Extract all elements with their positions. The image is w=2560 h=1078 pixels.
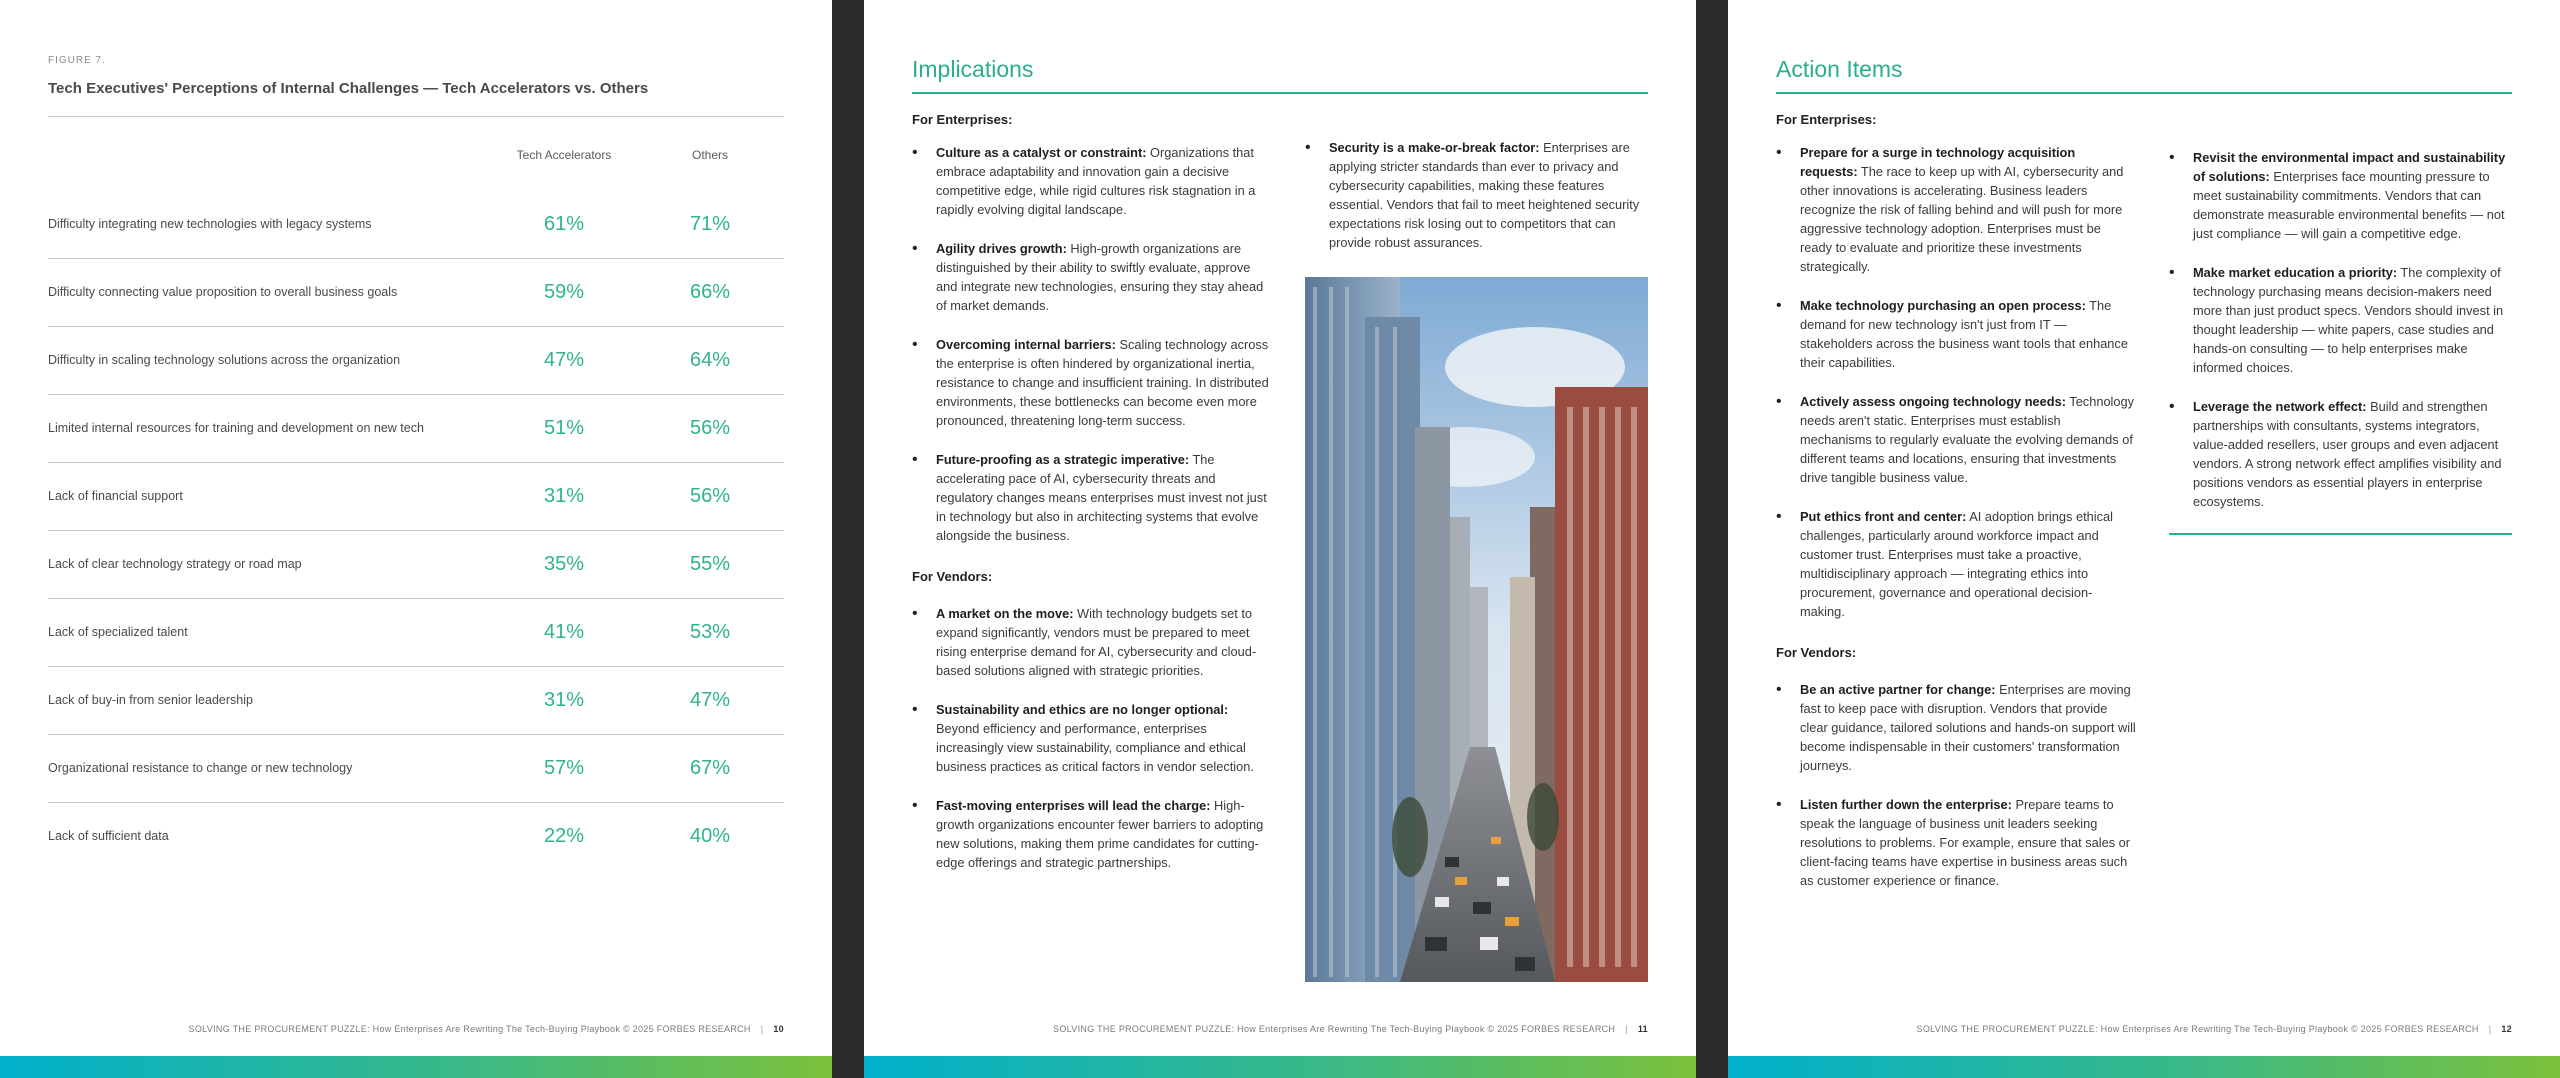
table-row: [48, 734, 784, 803]
bullet-text: AI adoption brings ethical challenges, particularly around workforce impact and customer trust. Enterprises must take a proactive, multidisciplinary approach — integrating ethics into procurement, governance and operational decision-making.: [1800, 509, 2113, 619]
row-label: Difficulty integrating new technologies with legacy systems: [48, 217, 372, 231]
section-title: Implications: [912, 56, 1034, 82]
page-number: 12: [2501, 1024, 2512, 1034]
page-12: [1728, 0, 2560, 1078]
bullet-item: [1776, 392, 2136, 487]
row-label: Difficulty connecting value proposition to overall business goals: [48, 285, 398, 299]
page-number: 10: [773, 1024, 784, 1034]
row-label: Difficulty in scaling technology solutions across the organization: [48, 353, 401, 367]
value-others: 71%: [689, 212, 731, 235]
bullet-item: [912, 700, 1272, 776]
table-row: [48, 530, 784, 599]
row-label: Lack of sufficient data: [48, 829, 169, 843]
city-street-photo: [1305, 277, 1648, 982]
bullet-lead: Actively assess ongoing technology needs:: [1800, 394, 2066, 409]
bullet-text: Enterprises are applying stricter standards than ever to privacy and cybersecurity capabilities, making these features essential. Vendors that fail to meet heightened security expectations risk losing out to competitors that can provide robust assurances.: [1329, 140, 1640, 250]
value-tech-accelerators: 35%: [543, 552, 585, 575]
row-label: Lack of clear technology strategy or road map: [48, 557, 302, 571]
subheading-vendors: For Vendors:: [912, 569, 993, 584]
subheading-enterprises: For Enterprises:: [912, 112, 1013, 127]
bullet-item: [912, 335, 1272, 430]
bullet-lead: Future-proofing as a strategic imperative:: [936, 452, 1190, 467]
bullet-lead: Fast-moving enterprises will lead the charge:: [936, 798, 1211, 813]
bullet-lead: Overcoming internal barriers:: [936, 337, 1116, 352]
gradient-bar: [0, 1056, 832, 1078]
bullet-text: Enterprises are moving fast to keep pace with disruption. Vendors that provide clear guidance, tailored solutions and hands-on support will become indispensable in their customers' transformation journeys.: [1800, 682, 2136, 773]
bullet-item: [1776, 680, 2136, 775]
bullet-text: The complexity of technology purchasing means decision-makers need more than just product specs. Vendors should invest in thought leadership — white papers, case studies and hands-on consulting — to help enterprises make informed choices.: [2193, 265, 2504, 375]
bullet-text: The accelerating pace of AI, cybersecurity threats and regulatory changes means enterprises must invest not just in technology but also in architecting systems that evolve alongside the business.: [936, 452, 1267, 543]
bullet-text: Prepare teams to speak the language of business unit leaders seeking resolutions to problems. For example, ensure that sales or client-facing teams have expertise in business areas such as customer experience or finance.: [1800, 797, 2131, 888]
bullet-item: [1776, 296, 2136, 372]
bullet-item: [2169, 397, 2512, 511]
value-tech-accelerators: 51%: [543, 416, 585, 439]
value-others: 67%: [689, 756, 731, 779]
value-tech-accelerators: 22%: [543, 824, 585, 847]
bullet-item: [912, 143, 1272, 219]
bullet-list-security: [1305, 138, 1648, 252]
bullet-lead: Make market education a priority:: [2193, 265, 2398, 280]
bullet-list-vendors: [912, 604, 1272, 872]
value-tech-accelerators: 31%: [543, 688, 585, 711]
page-10: [0, 0, 832, 1078]
footer: SOLVING THE PROCUREMENT PUZZLE: How Enterprises Are Rewriting The Tech-Buying Playbook © 2025 FORBES RESEARCH | 12: [1916, 1024, 2512, 1034]
table-row: [48, 394, 784, 463]
bullet-item: [912, 450, 1272, 545]
divider: [48, 116, 784, 117]
bullet-item: [1776, 507, 2136, 621]
bullet-list-vendors: [1776, 680, 2136, 890]
bullet-list-enterprises: [912, 143, 1272, 545]
table-row: [48, 462, 784, 531]
title-rule: [912, 92, 1648, 94]
subheading-vendors: For Vendors:: [1776, 645, 1857, 660]
table-row: [48, 326, 784, 395]
table-row: [48, 802, 784, 870]
row-label: Lack of buy-in from senior leadership: [48, 693, 253, 707]
value-tech-accelerators: 41%: [543, 620, 585, 643]
bullet-item: [912, 796, 1272, 872]
row-label: Organizational resistance to change or new technology: [48, 761, 353, 775]
bullet-item: [2169, 263, 2512, 377]
bullet-text: With technology budgets set to expand significantly, vendors must be prepared to meet rising enterprise demand for AI, cybersecurity and cloud-based solutions aligned with strategic priorities.: [936, 606, 1257, 678]
value-others: 56%: [689, 416, 731, 439]
bullet-lead: Security is a make-or-break factor:: [1329, 140, 1540, 155]
value-others: 55%: [689, 552, 731, 575]
section-title: Action Items: [1776, 56, 1903, 82]
bullet-item: [1305, 138, 1648, 252]
value-tech-accelerators: 57%: [543, 756, 585, 779]
page-11: [864, 0, 1696, 1078]
column-header-accelerators: Tech Accelerators: [516, 148, 612, 162]
footer: SOLVING THE PROCUREMENT PUZZLE: How Enterprises Are Rewriting The Tech-Buying Playbook © 2025 FORBES RESEARCH | 11: [1053, 1024, 1648, 1034]
gradient-bar: [1728, 1056, 2560, 1078]
bullet-text: Organizations that embrace adaptability and innovation gain a decisive competitive edge, while rigid cultures risk stagnation in a rapidly evolving digital landscape.: [936, 145, 1256, 217]
gradient-bar: [864, 1056, 1696, 1078]
figure-label: FIGURE 7.: [48, 55, 106, 66]
bullet-lead: Revisit the environmental impact and sustainability of solutions:: [2193, 150, 2506, 184]
bullet-lead: Be an active partner for change:: [1800, 682, 1996, 697]
bullet-text: Scaling technology across the enterprise is often hindered by organizational inertia, resistance to change and insufficient training. In distributed environments, these bottlenecks can become even more pronounced, threatening long-term success.: [936, 337, 1269, 428]
bullet-text: Build and strengthen partnerships with consultants, systems integrators, value-added resellers, user groups and even adjacent vendors. A strong network effect amplifies visibility and positions vendors as essential players in enterprise ecosystems.: [2193, 399, 2502, 509]
bullet-text: The race to keep up with AI, cybersecurity and other innovations is accelerating. Business leaders recognize the risk of falling behind and will push for more aggressive technology adoption. Enterprises must be ready to evaluate and prioritize these investments strategically.: [1800, 164, 2124, 274]
value-others: 53%: [689, 620, 731, 643]
bullet-lead: A market on the move:: [936, 606, 1074, 621]
page-number: 11: [1637, 1024, 1648, 1034]
value-others: 66%: [689, 280, 731, 303]
title-rule: [1776, 92, 2512, 94]
value-others: 40%: [689, 824, 731, 847]
table-row: [48, 190, 784, 259]
value-others: 64%: [689, 348, 731, 371]
bullet-item: [912, 604, 1272, 680]
bullet-lead: Agility drives growth:: [936, 241, 1067, 256]
bullet-text: High-growth organizations encounter fewer barriers to adopting new solutions, making them prime candidates for cutting-edge offerings and strategic partnerships.: [936, 798, 1264, 870]
table-row: [48, 666, 784, 735]
figure-title: Tech Executives' Perceptions of Internal Challenges — Tech Accelerators vs. Others: [48, 80, 649, 97]
value-tech-accelerators: 61%: [543, 212, 585, 235]
table-row: [48, 258, 784, 327]
row-label: Limited internal resources for training and development on new tech: [48, 421, 424, 435]
end-rule: [2169, 533, 2512, 535]
bullet-text: High-growth organizations are distinguished by their ability to swiftly evaluate, approve and integrate new technologies, ensuring they stay ahead of market demands.: [936, 241, 1264, 313]
value-tech-accelerators: 47%: [543, 348, 585, 371]
bullet-item: [1776, 143, 2136, 276]
bullet-item: [912, 239, 1272, 315]
bullet-lead: Leverage the network effect:: [2193, 399, 2367, 414]
table-row: [48, 598, 784, 667]
bullet-item: [2169, 148, 2512, 243]
row-label: Lack of specialized talent: [48, 625, 188, 639]
bullet-text: Enterprises face mounting pressure to meet sustainability commitments. Vendors that can demonstrate measurable environmental benefits — not just compliance — will gain a competitive edge.: [2193, 169, 2505, 241]
bullet-lead: Make technology purchasing an open process:: [1800, 298, 2086, 313]
bullet-lead: Listen further down the enterprise:: [1800, 797, 2012, 812]
bullet-lead: Sustainability and ethics are no longer optional:: [936, 702, 1229, 717]
actions-left-column: [1776, 110, 2136, 912]
bullet-text: Beyond efficiency and performance, enterprises increasingly view sustainability, compliance and ethical business practices as critical factors in vendor selection.: [936, 721, 1254, 774]
implications-left-column: [912, 110, 1272, 894]
value-tech-accelerators: 59%: [543, 280, 585, 303]
value-others: 47%: [689, 688, 731, 711]
value-tech-accelerators: 31%: [543, 484, 585, 507]
column-header-others: Others: [691, 148, 728, 162]
bullet-list-enterprises: [1776, 143, 2136, 621]
row-label: Lack of financial support: [48, 489, 183, 503]
footer: SOLVING THE PROCUREMENT PUZZLE: How Enterprises Are Rewriting The Tech-Buying Playbook © 2025 FORBES RESEARCH | 10: [188, 1024, 784, 1034]
bullet-lead: Prepare for a surge in technology acquisition requests:: [1800, 145, 2076, 179]
bullet-item: [1776, 795, 2136, 890]
bullet-text: The demand for new technology isn't just from IT — stakeholders across the business want tools that enhance their capabilities.: [1800, 298, 2128, 370]
bullet-text: Technology needs aren't static. Enterprises must establish mechanisms to regularly evaluate the evolving demands of different teams and locations, ensuring that investments drive tangible business value.: [1800, 394, 2135, 485]
bullet-lead: Culture as a catalyst or constraint:: [936, 145, 1147, 160]
bullet-lead: Put ethics front and center:: [1800, 509, 1967, 524]
implications-right-column: [1305, 138, 1648, 274]
bullet-list-vendors-continued: [2169, 148, 2512, 511]
value-others: 56%: [689, 484, 731, 507]
actions-right-column: [2169, 148, 2512, 535]
subheading-enterprises: For Enterprises:: [1776, 112, 1877, 127]
